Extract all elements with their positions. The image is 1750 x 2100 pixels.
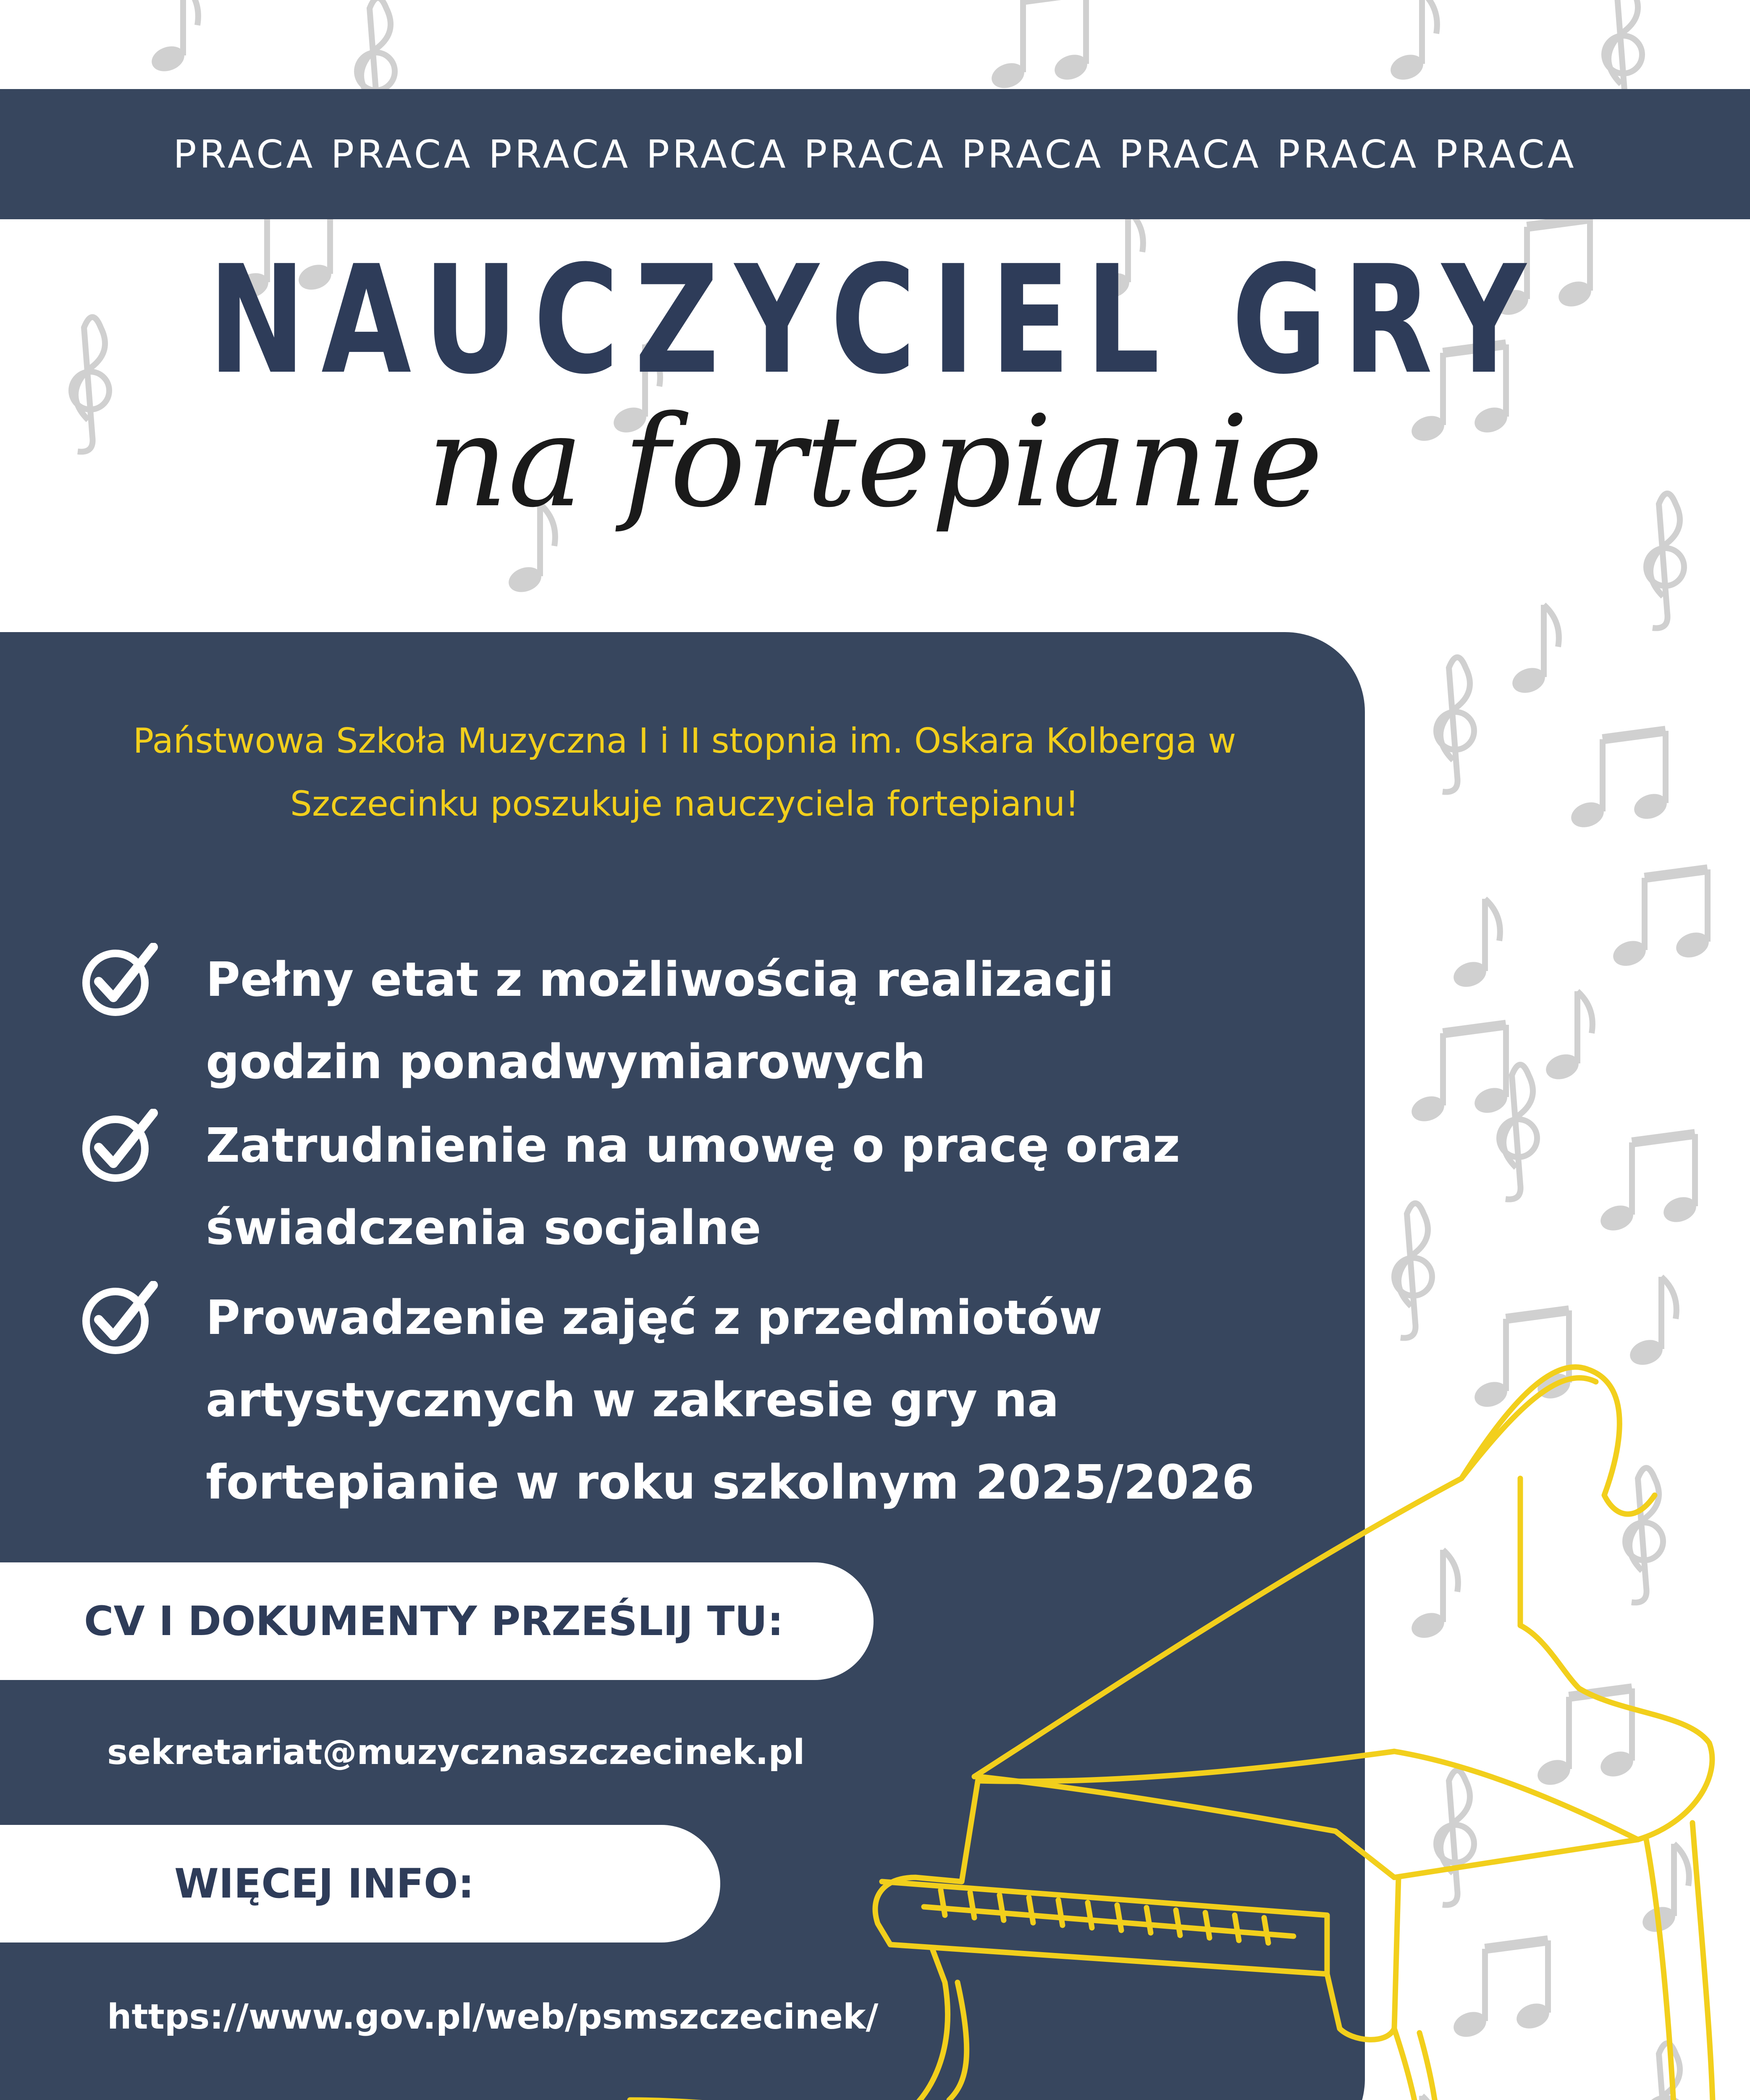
- info-label: WIĘCEJ INFO:: [174, 1860, 474, 1907]
- email-link[interactable]: sekretariat@muzycznaszczecinek.pl: [107, 1732, 805, 1772]
- page-title: NAUCZYCIEL GRY: [208, 233, 1542, 407]
- page-subtitle: na fortepianie: [427, 388, 1323, 535]
- benefit-text: Prowadzenie zajęć z przedmiotów artystycznych w zakresie gry na fortepianie w roku szkolnym 2025/2026: [206, 1291, 1254, 1510]
- cv-label: CV I DOKUMENTY PRZEŚLIJ TU:: [84, 1598, 784, 1645]
- banner-text: PRACA PRACA PRACA PRACA PRACA PRACA PRACA PRACA PRACA: [173, 131, 1577, 177]
- intro-text: Państwowa Szkoła Muzyczna I i II stopnia im. Oskara Kolberga w Szczecinku poszukuje nauczyciela fortepianu!: [133, 721, 1236, 824]
- website-link[interactable]: https://www.gov.pl/web/psmszczecinek/: [107, 1997, 879, 2037]
- benefit-text: Pełny etat z możliwością realizacji godzin ponadwymiarowych: [206, 953, 1114, 1089]
- benefit-text: Zatrudnienie na umowę o pracę oraz świadczenia socjalne: [206, 1118, 1180, 1255]
